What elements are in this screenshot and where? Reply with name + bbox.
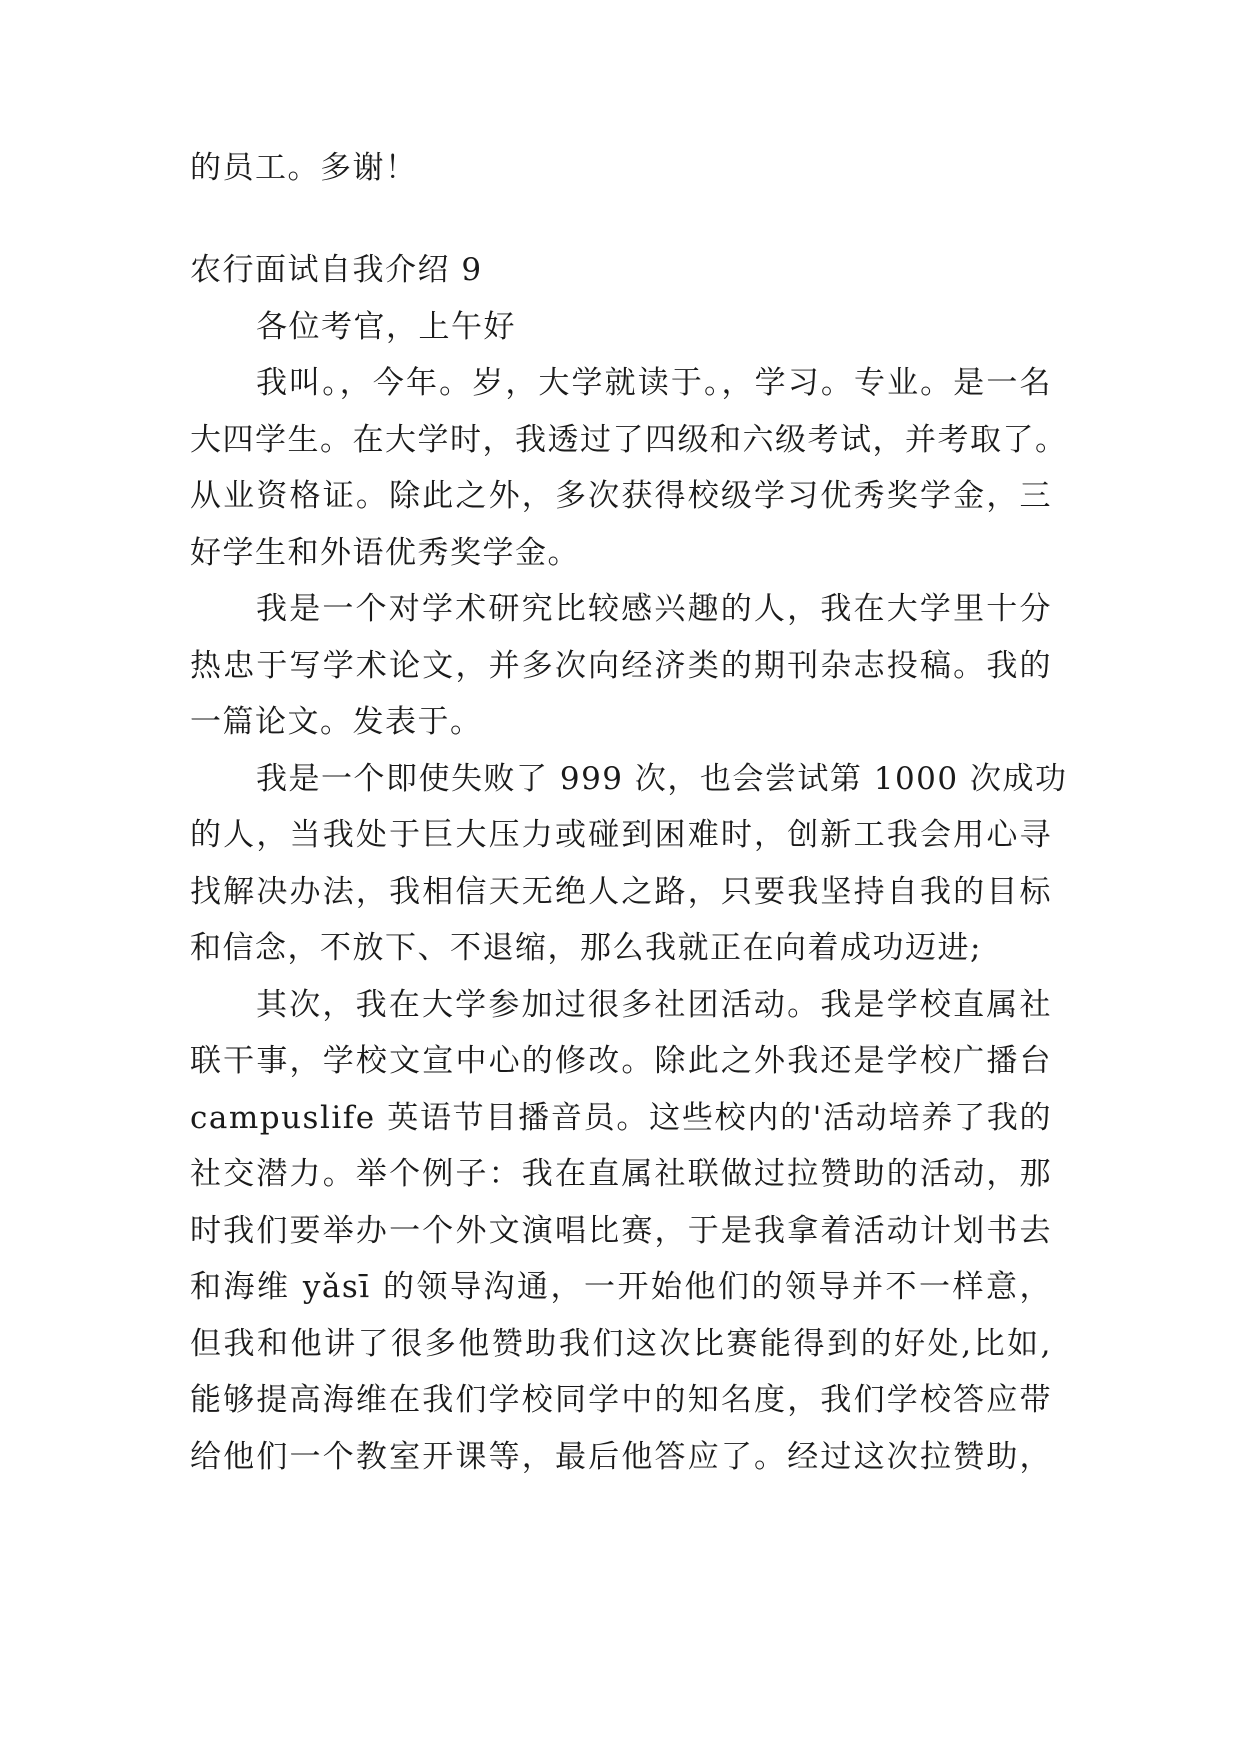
text-line: 和信念，不放下、不退缩，那么我就正在向着成功迈进; xyxy=(190,930,982,966)
text-line: 大四学生。在大学时，我透过了四级和六级考试，并考取了。 xyxy=(190,422,1068,458)
text-line: 联干事，学校文宣中心的修改。除此之外我还是学校广播台 xyxy=(190,1043,1052,1079)
text-line: 的员工。多谢！ xyxy=(190,150,418,186)
text-line: 给他们一个教室开课等，最后他答应了。经过这次拉赞助， xyxy=(190,1439,1052,1475)
text-line: 一篇论文。发表于。 xyxy=(190,704,483,740)
text-line: 我是一个对学术研究比较感兴趣的人，我在大学里十分 xyxy=(256,591,1052,627)
text-line: 社交潜力。举个例子：我在直属社联做过拉赞助的活动，那 xyxy=(190,1156,1052,1192)
text-line: 我叫。，今年。岁，大学就读于。，学习。专业。是一名 xyxy=(256,365,1052,401)
text-line: 从业资格证。除此之外，多次获得校级学习优秀奖学金，三 xyxy=(190,478,1052,514)
text-line: 能够提高海维在我们学校同学中的知名度，我们学校答应带 xyxy=(190,1382,1052,1418)
section-heading: 农行面试自我介绍 9 xyxy=(190,252,483,288)
text-line: campuslife 英语节目播音员。这些校内的'活动培养了我的 xyxy=(190,1100,1052,1136)
text-line: 但我和他讲了很多他赞助我们这次比赛能得到的好处,比如, xyxy=(190,1326,1052,1362)
text-line: 其次，我在大学参加过很多社团活动。我是学校直属社 xyxy=(256,987,1052,1023)
text-line: 时我们要举办一个外文演唱比赛，于是我拿着活动计划书去 xyxy=(190,1213,1052,1249)
text-line: 好学生和外语优秀奖学金。 xyxy=(190,535,580,571)
text-line: 的人，当我处于巨大压力或碰到困难时，创新工我会用心寻 xyxy=(190,817,1052,853)
text-line: 找解决办法，我相信天无绝人之路，只要我坚持自我的目标 xyxy=(190,874,1052,910)
text-line: 热忠于写学术论文，并多次向经济类的期刊杂志投稿。我的 xyxy=(190,648,1052,684)
salutation: 各位考官，上午好 xyxy=(256,309,516,345)
text-line: 我是一个即使失败了 999 次，也会尝试第 1000 次成功 xyxy=(256,761,1068,797)
text-line: 和海维 yǎsī 的领导沟通，一开始他们的领导并不一样意， xyxy=(190,1269,1052,1305)
